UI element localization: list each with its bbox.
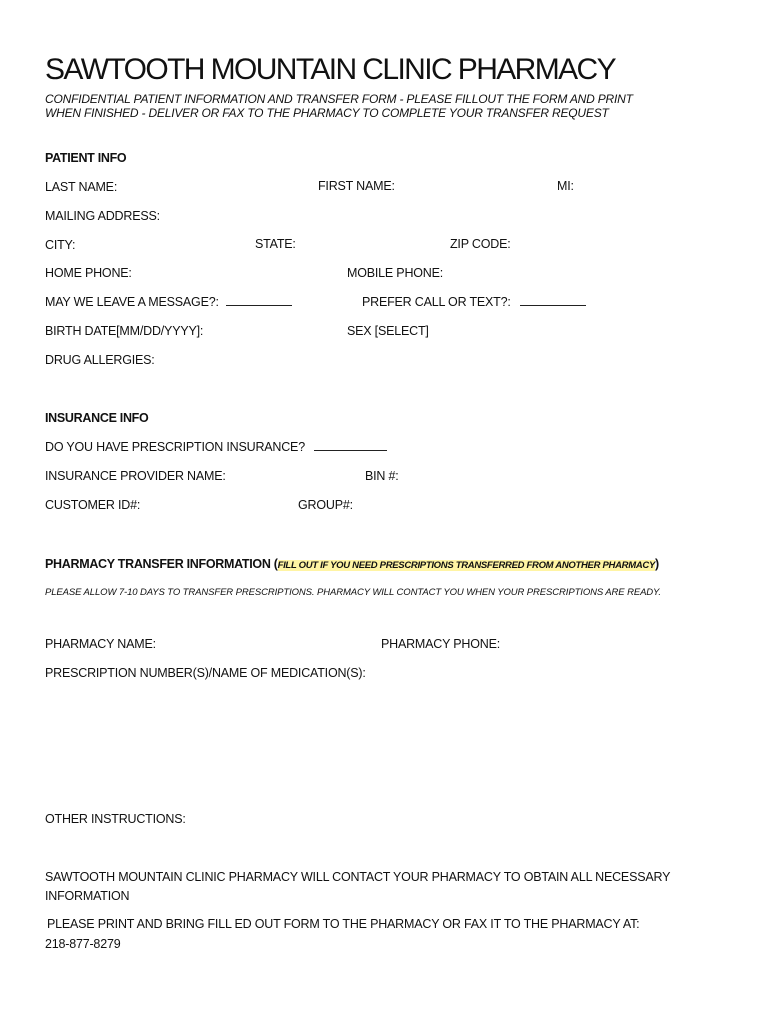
prescription-numbers-field[interactable]: PRESCRIPTION NUMBER(S)/NAME OF MEDICATION(S):	[45, 666, 366, 680]
has-insurance-blank[interactable]	[314, 449, 387, 451]
form-subtitle-line2: WHEN FINISHED - DELIVER OR FAX TO THE PHARMACY TO COMPLETE YOUR TRANSFER REQUEST	[45, 106, 609, 120]
transfer-header-close: )	[654, 557, 659, 571]
pharmacy-phone-field[interactable]: PHARMACY PHONE:	[381, 637, 501, 651]
transfer-header-note: FILL OUT IF YOU NEED PRESCRIPTIONS TRANSFERRED FROM ANOTHER PHARMACY	[277, 560, 655, 571]
form-subtitle-line1: CONFIDENTIAL PATIENT INFORMATION AND TRANSFER FORM - PLEASE FILLOUT THE FORM AND PRINT	[45, 92, 633, 106]
home-phone-field[interactable]: HOME PHONE:	[45, 266, 132, 280]
prefer-call-field[interactable]	[362, 295, 586, 309]
leave-message-field[interactable]	[45, 295, 292, 309]
transfer-header-text: PHARMACY TRANSFER INFORMATION (	[45, 557, 278, 571]
contact-notice-line2: INFORMATION	[45, 889, 130, 903]
other-instructions-field[interactable]: OTHER INSTRUCTIONS:	[45, 812, 186, 826]
middle-initial-field[interactable]: MI:	[557, 179, 574, 193]
prefer-call-blank[interactable]	[520, 304, 586, 306]
insurance-info-header: INSURANCE INFO	[45, 411, 149, 425]
leave-message-label: MAY WE LEAVE A MESSAGE?:	[45, 295, 219, 309]
has-insurance-label: DO YOU HAVE PRESCRIPTION INSURANCE?	[45, 440, 305, 454]
zip-code-field[interactable]: ZIP CODE:	[450, 237, 511, 251]
customer-id-field[interactable]: CUSTOMER ID#:	[45, 498, 141, 512]
patient-info-header: PATIENT INFO	[45, 151, 127, 165]
mailing-address-field[interactable]: MAILING ADDRESS:	[45, 209, 160, 223]
prefer-call-label: PREFER CALL OR TEXT?:	[362, 295, 511, 309]
insurance-provider-field[interactable]: INSURANCE PROVIDER NAME:	[45, 469, 226, 483]
first-name-field[interactable]: FIRST NAME:	[318, 179, 395, 193]
mobile-phone-field[interactable]: MOBILE PHONE:	[347, 266, 444, 280]
transfer-info-header	[45, 557, 659, 571]
group-field[interactable]: GROUP#:	[298, 498, 353, 512]
page-title: SAWTOOTH MOUNTAIN CLINIC PHARMACY	[45, 53, 616, 86]
contact-notice-line1: SAWTOOTH MOUNTAIN CLINIC PHARMACY WILL CONTACT YOUR PHARMACY TO OBTAIN ALL NECESSARY	[45, 870, 671, 884]
pharmacy-name-field[interactable]: PHARMACY NAME:	[45, 637, 156, 651]
transfer-allow-note: PLEASE ALLOW 7-10 DAYS TO TRANSFER PRESCRIPTIONS. PHARMACY WILL CONTACT YOU WHEN YOUR PRESCRIPTIONS ARE READY.	[45, 587, 661, 598]
print-instructions: PLEASE PRINT AND BRING FILL ED OUT FORM TO THE PHARMACY OR FAX IT TO THE PHARMACY AT:	[47, 917, 640, 931]
last-name-field[interactable]: LAST NAME:	[45, 180, 118, 194]
sex-select[interactable]: SEX [SELECT]	[347, 324, 429, 338]
state-field[interactable]: STATE:	[255, 237, 296, 251]
has-insurance-field[interactable]	[45, 440, 387, 454]
drug-allergies-field[interactable]: DRUG ALLERGIES:	[45, 353, 155, 367]
fax-number: 218-877-8279	[45, 937, 121, 951]
birth-date-field[interactable]: BIRTH DATE[MM/DD/YYYY]:	[45, 324, 204, 338]
bin-field[interactable]: BIN #:	[365, 469, 399, 483]
city-field[interactable]: CITY:	[45, 238, 76, 252]
leave-message-blank[interactable]	[226, 304, 292, 306]
